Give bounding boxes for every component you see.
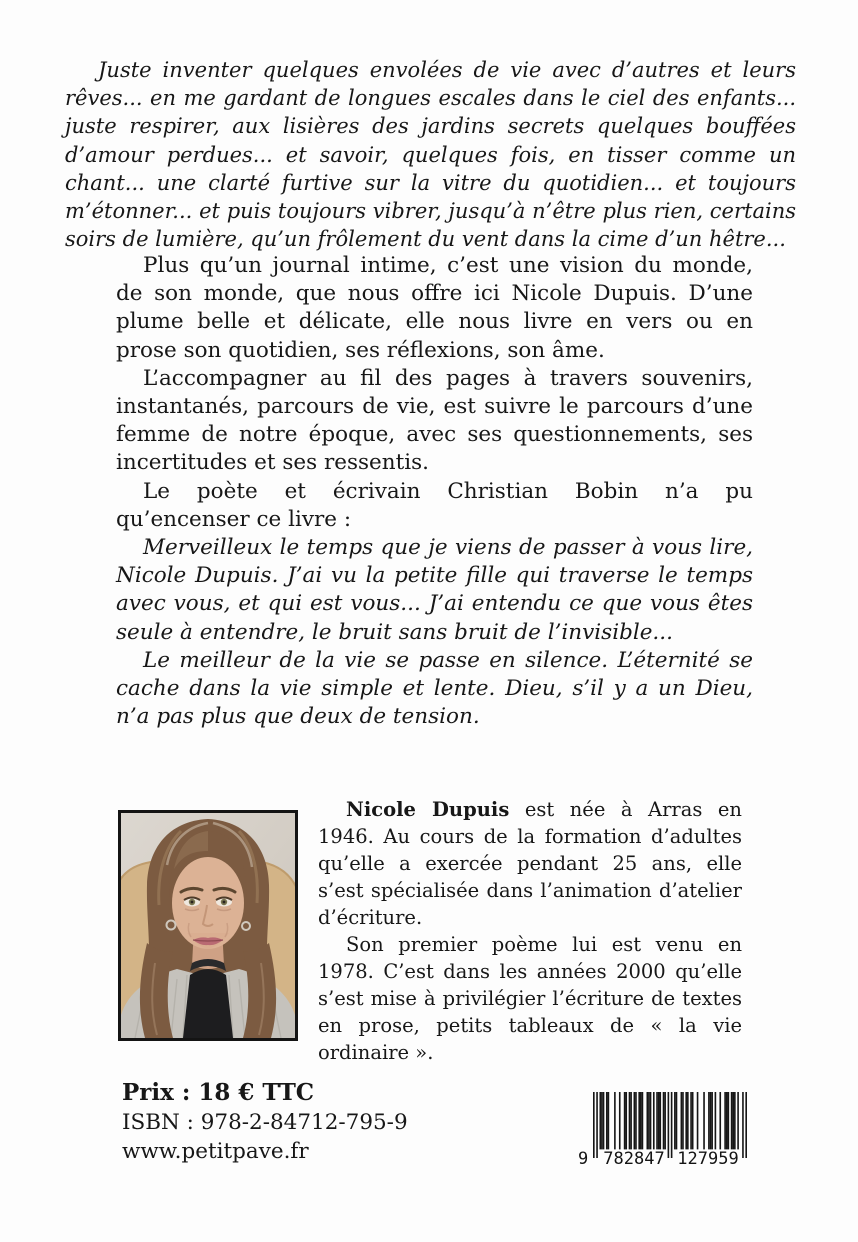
author-bio-paragraph-2: Son premier poème lui est venu en 1978. C’est dans les années 2000 qu’elle s’est mise à privilégier l’écriture de textes en prose, petits tableaux de « la vie ordinaire ». <box>318 933 742 1064</box>
barcode-digit-group-right: 127959 <box>677 1149 739 1169</box>
ean13-barcode <box>578 1092 750 1174</box>
bobin-quote-2: Le meilleur de la vie se passe en silence. L’éternité se cache dans la vie simple et lente. Dieu, s’il y a un Dieu, n’a pas plus que deux de tension. <box>116 647 753 730</box>
epigraph-quote: Juste inventer quelques envolées de vie avec d’autres et leurs rêves... en me gardant de longues escales dans le ciel des enfants... juste respirer, aux lisières des jardins secrets quelques bouffées d’amour perdues... et savoir, quelques fois, en tisser comme un chant... une clarté furtive sur la vitre du quotidien... et toujours m’étonner... et puis toujours vibrer, jusqu’à n’être plus rien, certains soirs de lumière, qu’un frôlement du vent dans la cime d’un hêtre... <box>65 58 796 252</box>
author-bio <box>318 796 742 1066</box>
isbn-label: ISBN : 978-2-84712-795-9 <box>122 1110 408 1135</box>
author-bio-intro: est née à Arras en 1946. Au cours de la formation d’adultes qu’elle a exercée pendant 25 ans, elle s’est spécialisée dans l’animation d’atelier d’écriture. <box>318 798 742 929</box>
synopsis-paragraph-1: Plus qu’un journal intime, c’est une vision du monde, de son monde, que nous offre ici Nicole Dupuis. D’une plume belle et délicate, elle nous livre en vers ou en prose son quotidien, ses réflexions, son âme. <box>116 253 753 363</box>
synopsis-paragraph-2: L’accompagner au fil des pages à travers souvenirs, instantanés, parcours de vie, est suivre le parcours d’une femme de notre époque, avec ses questionnements, ses incertitudes et ses ressentis. <box>116 365 753 476</box>
author-name: Nicole Dupuis <box>346 798 510 821</box>
author-photo <box>118 810 298 1041</box>
author-bio-paragraph-1 <box>318 796 742 931</box>
publisher-website: www.petitpave.fr <box>122 1139 309 1164</box>
author-portrait-illustration <box>121 813 295 1038</box>
bobin-quote-1: Merveilleux le temps que je viens de passer à vous lire, Nicole Dupuis. J’ai vu la petite fille qui traverse le temps avec vous, et qui est vous... J’ai entendu ce que vous êtes seule à entendre, le bruit sans bruit de l’invisible... <box>116 535 753 645</box>
synopsis-paragraph-3: Le poète et écrivain Christian Bobin n’a pu qu’encenser ce livre : <box>116 478 753 532</box>
barcode-digit-group-left: 782847 <box>603 1149 665 1169</box>
publisher-info <box>122 1077 408 1166</box>
price-label: Prix : 18 € TTC <box>122 1079 315 1106</box>
barcode-digit-lead: 9 <box>578 1149 589 1169</box>
synopsis-section <box>116 252 753 731</box>
